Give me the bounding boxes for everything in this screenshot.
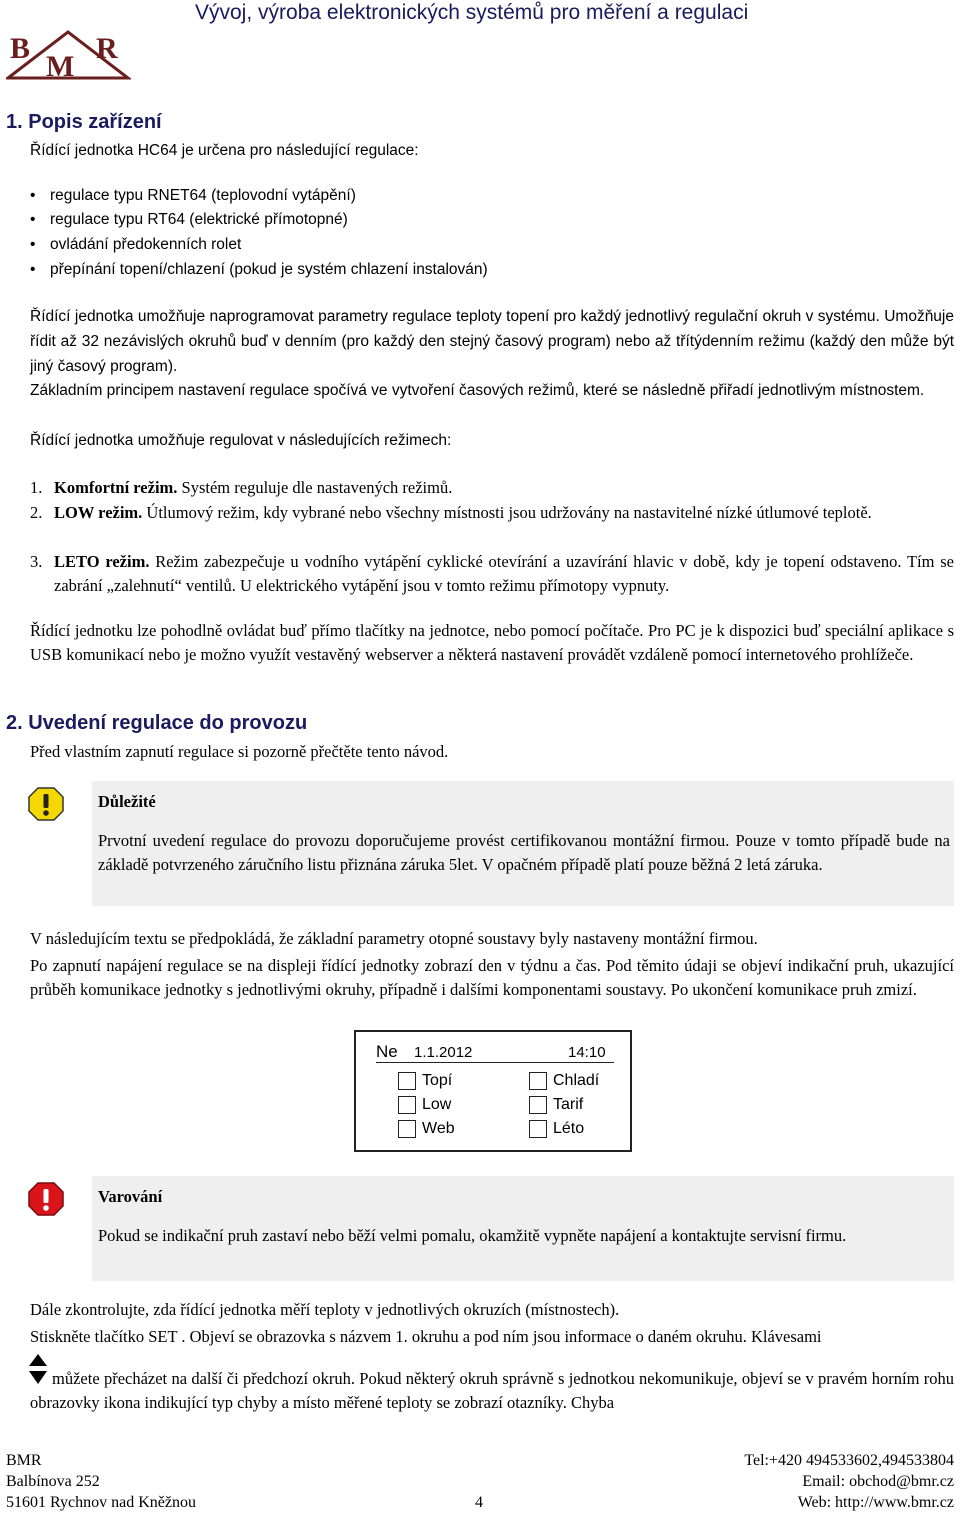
checkbox-icon bbox=[529, 1120, 547, 1138]
footer-city: 51601 Rychnov nad Kněžnou bbox=[6, 1494, 196, 1511]
important-body: Prvotní uvedení regulace do provozu doporučujeme provést certifikovanou montážní firmou. Pouze v tomto případě bude na základě potvrzeného záručního listu přiznána záruka 5let. V opačném případě platí pouze běžná 2 letá záruka. bbox=[98, 831, 950, 874]
section2-intro: Před vlastním zapnutí regulace si pozorně přečtěte tento návod. bbox=[30, 742, 449, 761]
svg-text:B: B bbox=[10, 32, 31, 65]
warning-title: Varování bbox=[98, 1187, 163, 1206]
section1-paragraph-4: Řídící jednotku lze pohodlně ovládat buď přímo tlačítky na jednotce, nebo pomocí počítače. Pro PC je k dispozici buď speciální aplikace s USB komunikací nebo je možno využít vestavěný webserver a některá nastavení provádět vzdáleně pomocí internetového prohlížeče. bbox=[30, 621, 954, 664]
checkbox-icon bbox=[529, 1096, 547, 1114]
device-display bbox=[354, 1030, 632, 1152]
checkbox-icon bbox=[398, 1072, 416, 1090]
footer-company: BMR bbox=[6, 1452, 42, 1469]
display-item-leto: Léto bbox=[553, 1120, 585, 1137]
bmr-logo bbox=[6, 30, 131, 80]
warning-red-icon bbox=[28, 1182, 64, 1216]
section2-paragraph-3: Dále zkontrolujte, zda řídící jednotka měří teploty v jednotlivých okruzích (místnostech). bbox=[30, 1300, 620, 1319]
checkbox-icon bbox=[529, 1072, 547, 1090]
svg-text:M: M bbox=[46, 50, 75, 80]
warning-box bbox=[92, 1176, 954, 1281]
display-item-topi: Topí bbox=[422, 1072, 453, 1089]
section-heading-2: 2. Uvedení regulace do provozu bbox=[6, 712, 308, 734]
display-day: Ne bbox=[376, 1042, 398, 1061]
display-item-low: Low bbox=[422, 1096, 452, 1113]
section-heading-1: 1. Popis zařízení bbox=[6, 111, 162, 133]
header-title: Vývoj, výroba elektronických systémů pro měření a regulaci bbox=[195, 1, 749, 24]
section2-paragraph-2: Po zapnutí napájení regulace se na displeji řídící jednotky zobrazí den v týdnu a čas. Pod těmito údaji se objeví indikační pruh, ukazující průběh komunikace jednotky s jednotlivými okruhy, případně i dalšími komponentami soustavy. Po ukončení komunikace pruh zmizí. bbox=[30, 956, 954, 999]
display-item-chladi: Chladí bbox=[553, 1072, 600, 1089]
page-number: 4 bbox=[475, 1494, 483, 1511]
checkbox-icon bbox=[398, 1096, 416, 1114]
section1-paragraph-3: Řídící jednotka umožňuje regulovat v následujících režimech: bbox=[30, 432, 452, 449]
section1-intro: Řídící jednotka HC64 je určena pro následující regulace: bbox=[30, 142, 419, 159]
section1-paragraph-2: Základním principem nastavení regulace spočívá ve vytvoření časových režimů, které se následně přiřadí jednotlivým místnostem. bbox=[30, 382, 925, 399]
display-item-tarif: Tarif bbox=[553, 1096, 584, 1113]
display-item-web: Web bbox=[422, 1120, 455, 1137]
footer-tel: Tel:+420 494533602,494533804 bbox=[744, 1452, 954, 1469]
important-box bbox=[92, 781, 954, 906]
checkbox-icon bbox=[398, 1120, 416, 1138]
section1-paragraph-1: Řídící jednotka umožňuje naprogramovat parametry regulace teploty topení pro každý jednotlivý regulační okruh v systému. Umožňuje řídit až 32 nezávislých okruhů buď v denním (pro každý den stejný časový program) nebo až třítýdenním režimu (každý den může být jiný časový program). bbox=[30, 308, 954, 375]
footer-web: Web: http://www.bmr.cz bbox=[797, 1494, 954, 1511]
warning-body: Pokud se indikační pruh zastaví nebo běží velmi pomalu, okamžitě vypněte napájení a kontaktujte servisní firmu. bbox=[98, 1226, 847, 1245]
section2-paragraph-4: Stiskněte tlačítko SET . Objeví se obrazovka s názvem 1. okruhu a pod ním jsou informace o daném okruhu. Klávesami bbox=[30, 1327, 822, 1346]
section2-paragraph-5: můžete přecházet na další či předchozí okruh. Pokud některý okruh správně s jednotkou nekomunikuje, objeví se v pravém horním rohu obrazovky ikona indikující typ chyby a místo měřené teploty se zobrazí otazníky. Chyba bbox=[30, 1369, 954, 1412]
display-date: 1.1.2012 bbox=[414, 1044, 473, 1061]
svg-text:R: R bbox=[96, 32, 118, 65]
display-divider bbox=[376, 1062, 614, 1063]
important-title: Důležité bbox=[98, 792, 156, 811]
footer-street: Balbínova 252 bbox=[6, 1473, 100, 1490]
footer-email: Email: obchod@bmr.cz bbox=[802, 1473, 954, 1490]
section2-paragraph-1: V následujícím textu se předpokládá, že základní parametry otopné soustavy byly nastaveny montážní firmou. bbox=[30, 929, 758, 948]
warning-yellow-icon bbox=[28, 787, 64, 821]
display-time: 14:10 bbox=[568, 1044, 606, 1061]
